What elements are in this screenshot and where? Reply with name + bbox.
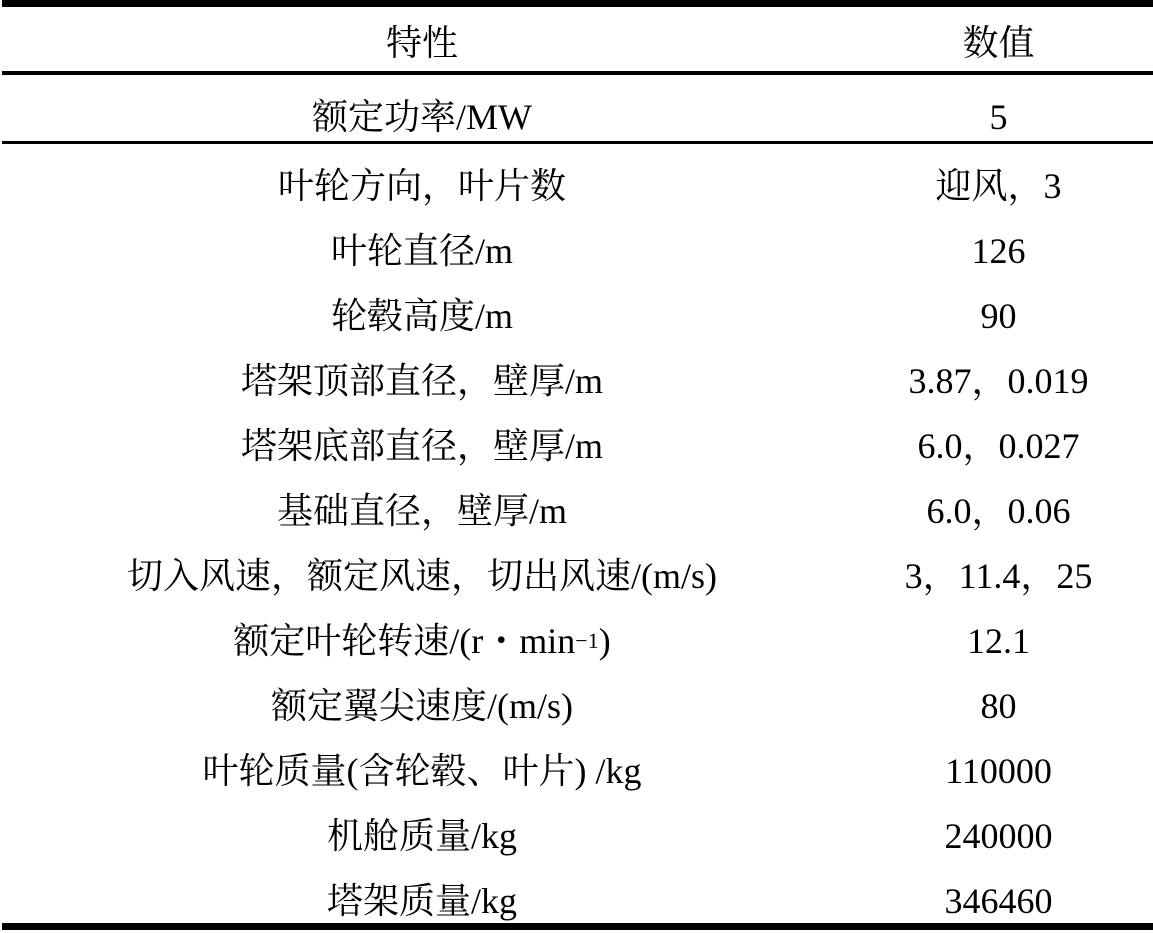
table-row (0, 608, 1153, 673)
row-property-main: 额定叶轮转速/(r・min (233, 620, 576, 661)
table-row (0, 413, 1153, 478)
row-value: 12.1 (967, 620, 1030, 661)
row-value: 240000 (944, 815, 1053, 856)
row-property: 叶轮质量(含轮毂、叶片) /kg (202, 750, 642, 791)
row-property: 塔架底部直径，壁厚/m (240, 425, 603, 466)
row-property: 轮毂高度/m (330, 295, 513, 336)
table-row (0, 84, 1153, 149)
row-value: 3.87，0.019 (908, 360, 1089, 401)
header-rule (2, 71, 1153, 75)
row-value: 3，11.4，25 (904, 555, 1093, 596)
table-row (0, 218, 1153, 283)
row-property: 叶轮方向，叶片数 (277, 165, 566, 206)
first-row-rule (2, 141, 1153, 144)
row-property: 叶轮直径/m (330, 230, 513, 271)
header-value: 数值 (962, 22, 1035, 63)
table-row (0, 738, 1153, 803)
table-row (0, 803, 1153, 868)
row-property: 切入风速，额定风速，切出风速/(m/s) (127, 555, 717, 596)
row-value: 126 (971, 230, 1026, 271)
row-value: 迎风，3 (935, 165, 1062, 206)
row-value: 80 (980, 685, 1017, 726)
row-property: 额定功率/MW (312, 96, 532, 137)
row-property: 塔架质量/kg (326, 880, 517, 921)
row-value: 90 (980, 295, 1017, 336)
row-property-tail: ) (598, 620, 611, 661)
table-bottom-rule (2, 923, 1153, 930)
row-value: 6.0，0.027 (917, 425, 1080, 466)
row-value: 110000 (945, 750, 1052, 791)
row-property: 基础直径，壁厚/m (276, 490, 567, 531)
row-value: 5 (989, 96, 1008, 137)
header-property: 特性 (385, 22, 458, 63)
table-row (0, 348, 1153, 413)
row-property: 额定叶轮转速/(r・min −1 ) (233, 620, 611, 661)
row-value: 6.0，0.06 (926, 490, 1071, 531)
table-header-row (0, 10, 1153, 75)
table-top-rule (2, 0, 1153, 7)
table-row (0, 153, 1153, 218)
table-row (0, 543, 1153, 608)
row-property: 额定翼尖速度/(m/s) (271, 685, 573, 726)
row-property: 塔架顶部直径，壁厚/m (240, 360, 603, 401)
table-row (0, 283, 1153, 348)
row-value: 346460 (944, 880, 1053, 921)
table-row (0, 478, 1153, 543)
row-property: 机舱质量/kg (326, 815, 517, 856)
table-row (0, 673, 1153, 738)
